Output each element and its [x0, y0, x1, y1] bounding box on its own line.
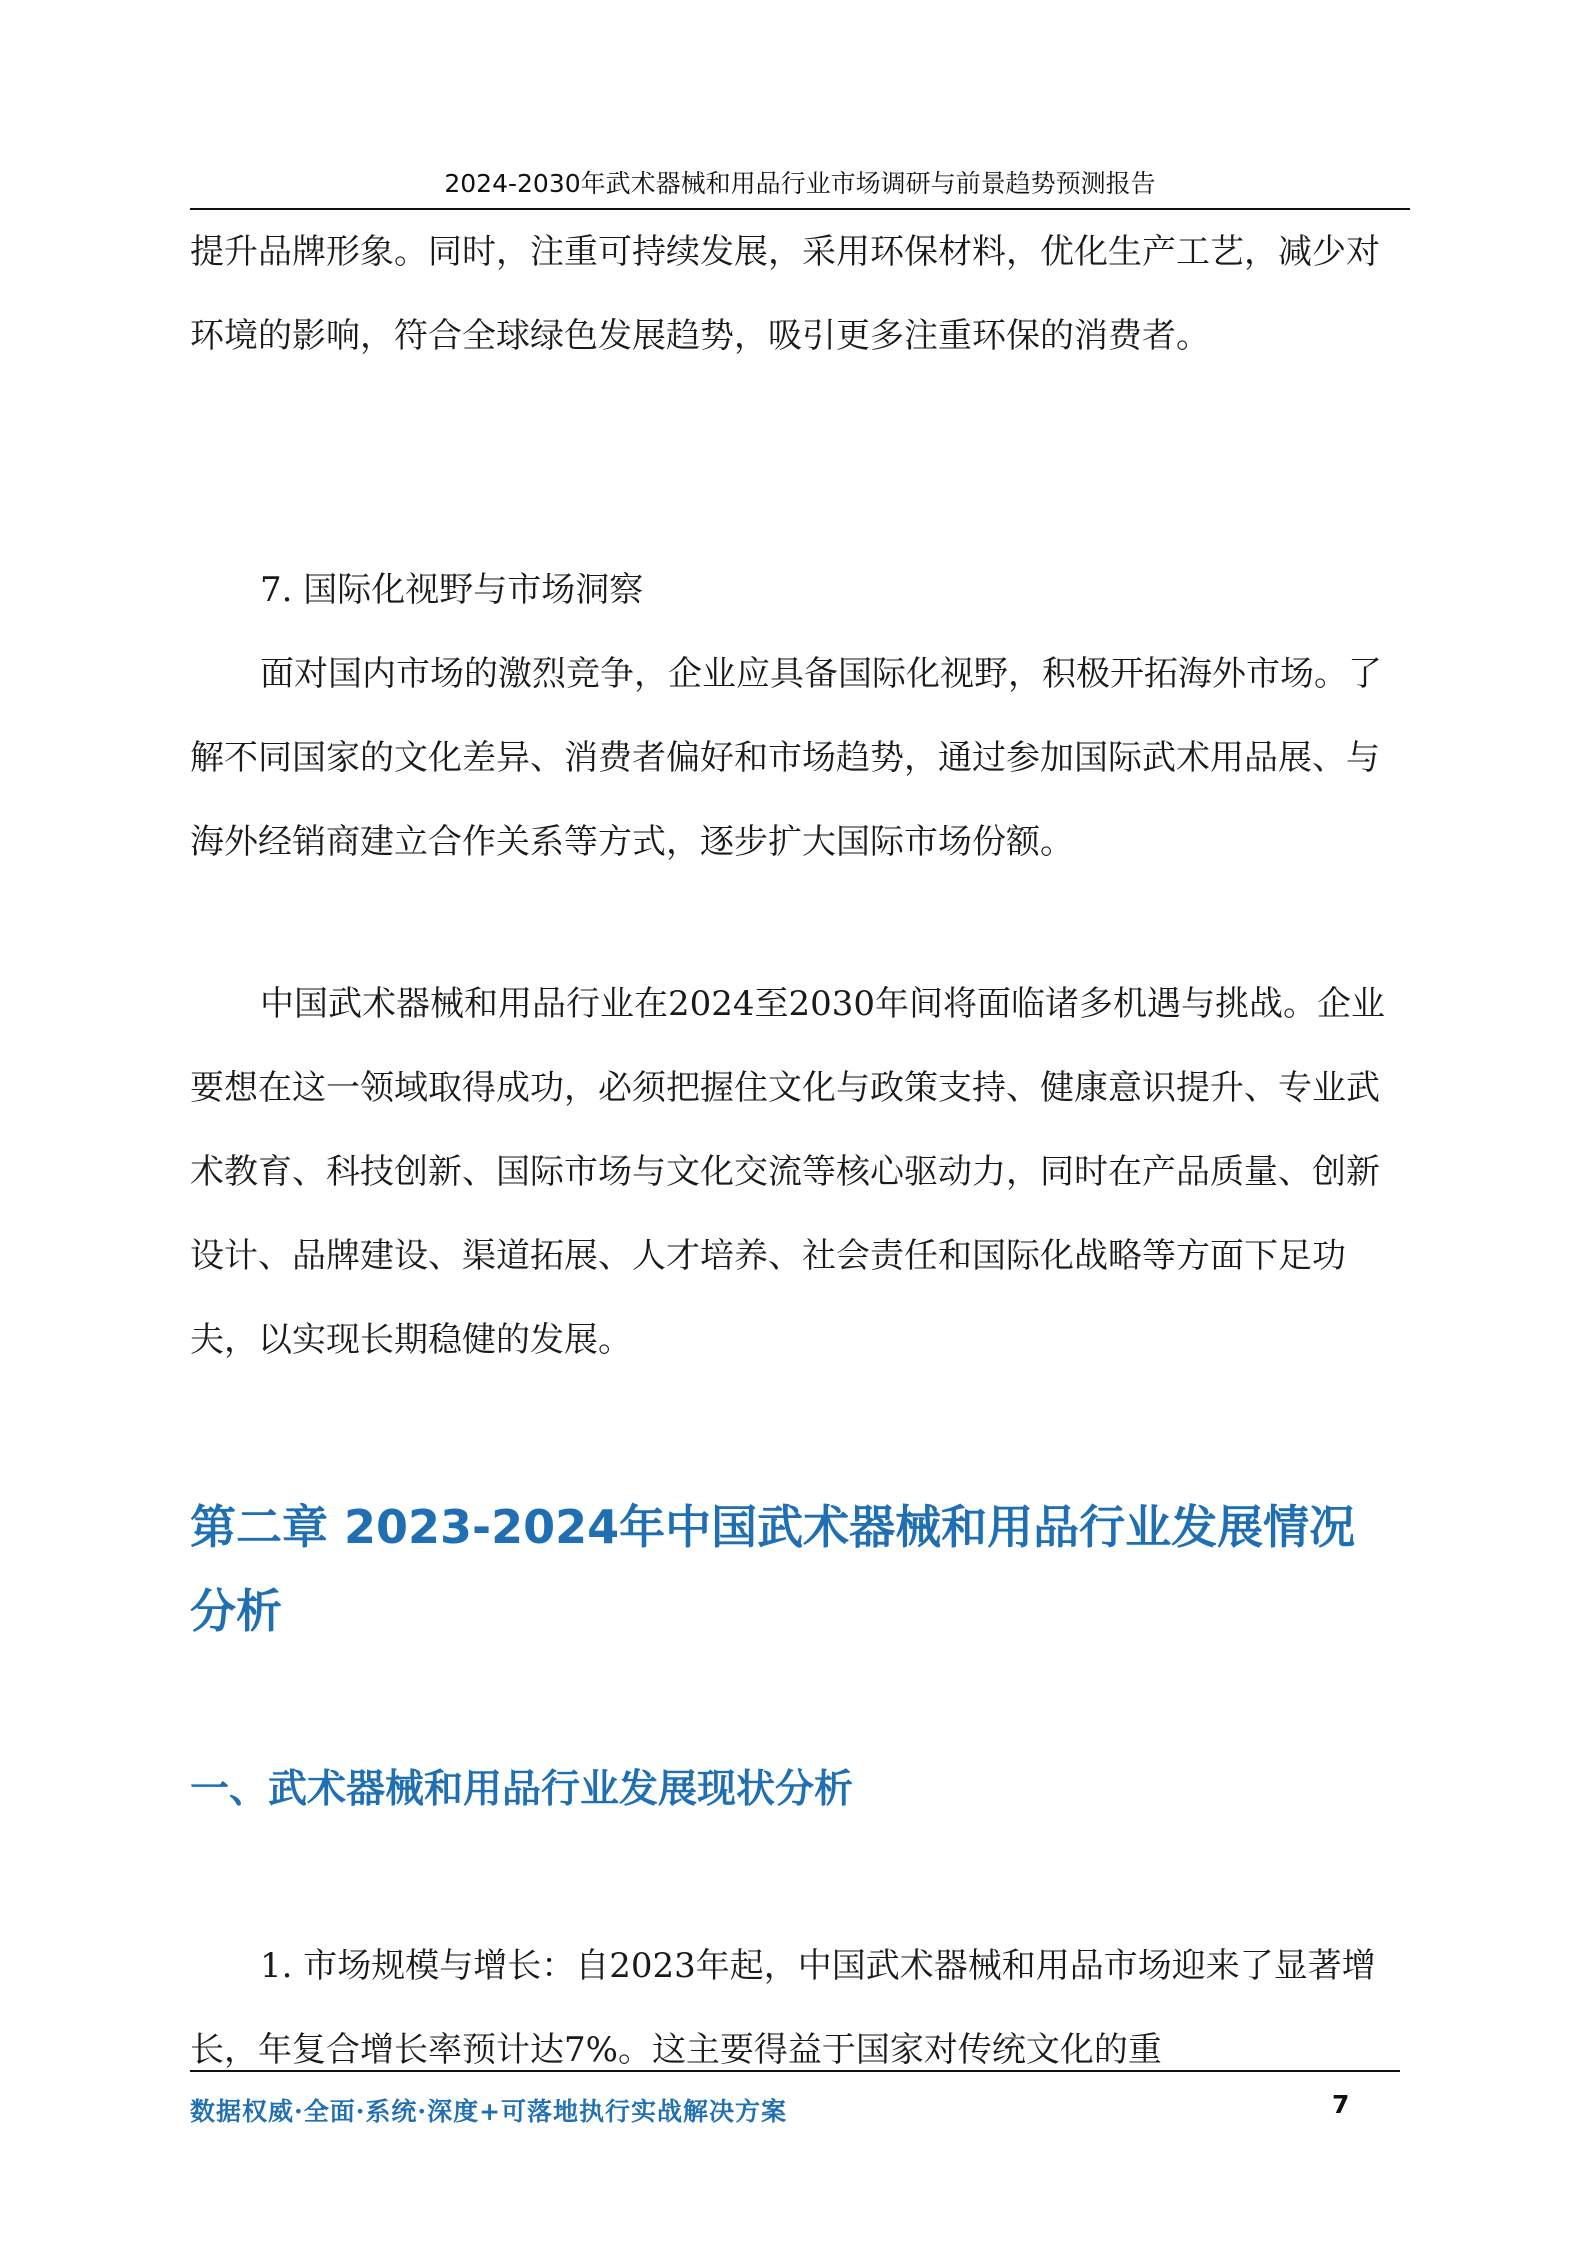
paragraph-continuation: 提升品牌形象。同时，注重可持续发展，采用环保材料，优化生产工艺，减少对环境的影响，符合全球绿色发展趋势，吸引更多注重环保的消费者。 — [190, 232, 1380, 356]
conclusion-paragraph: 中国武术器械和用品行业在2024至2030年间将面临诸多机遇与挑战。企业要想在这一领域取得成功，必须把握住文化与政策支持、健康意识提升、专业武术教育、科技创新、国际市场与文化交流等核心驱动力，同时在产品质量、创新设计、品牌建设、渠道拓展、人才培养、社会责任和国际化战略等方面下足功夫，以实现长期稳健的发展。 — [190, 984, 1386, 1360]
chapter-title: 第二章 2023-2024年中国武术器械和用品行业发展情况分析 — [190, 1500, 1356, 1638]
footer-slogan: 数据权威·全面·系统·深度+可落地执行实战解决方案 — [190, 2097, 788, 2126]
running-header-title: 2024-2030年武术器械和用品行业市场调研与前景趋势预测报告 — [444, 169, 1156, 198]
list-item-7-heading: 7. 国际化视野与市场洞察 — [260, 570, 644, 610]
section-title: 一、武术器械和用品行业发展现状分析 — [190, 1767, 854, 1812]
page-number: 7 — [1332, 2090, 1350, 2119]
footer-divider — [190, 2070, 1400, 2072]
list-item-1-text: 1. 市场规模与增长：自2023年起，中国武术器械和用品市场迎来了显著增长，年复合增长率预计达7%。这主要得益于国家对传统文化的重 — [190, 1946, 1376, 2070]
list-item-7-text: 面对国内市场的激烈竞争，企业应具备国际化视野，积极开拓海外市场。了解不同国家的文化差异、消费者偏好和市场趋势，通过参加国际武术用品展、与海外经销商建立合作关系等方式，逐步扩大国际市场份额。 — [190, 654, 1382, 862]
